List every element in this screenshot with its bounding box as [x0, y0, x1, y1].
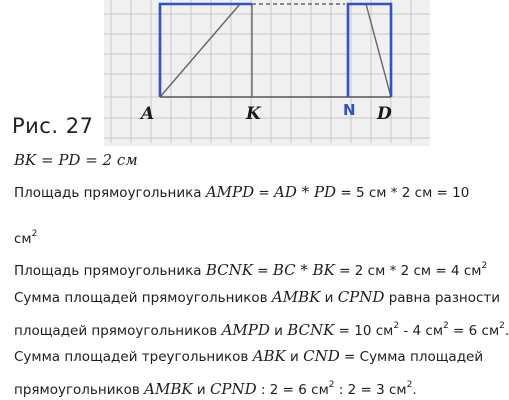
text-fragment: и	[285, 349, 304, 365]
math-ambk: AMBK	[271, 288, 321, 306]
figure-caption: Рис. 27	[12, 114, 94, 138]
text-fragment: и	[269, 323, 288, 339]
text-fragment: и	[192, 382, 210, 398]
superscript: 2	[443, 321, 449, 331]
figure-background	[104, 0, 430, 146]
math-bc-bk: BC * BK	[272, 261, 335, 279]
text-fragment: Сумма площадей треугольников	[14, 349, 253, 365]
text-fragment: : 2 = 3 см	[334, 382, 407, 398]
superscript: 2	[328, 380, 335, 390]
text-fragment: : 2 = 6 см	[256, 382, 329, 398]
text-fragment: и	[320, 290, 338, 306]
figure-27	[0, 0, 508, 146]
math-ad-pd: AD * PD	[274, 183, 337, 201]
text-fragment: = 10 см	[334, 323, 394, 339]
text-fragment: Площадь прямоугольника	[14, 185, 206, 201]
point-label-n: N	[343, 101, 356, 119]
superscript: 2	[499, 321, 505, 331]
text-fragment: Сумма площадей прямоугольников	[14, 290, 272, 306]
point-label-k: K	[246, 104, 261, 124]
superscript: 2	[481, 261, 488, 271]
math-cpnd: CPND	[209, 380, 257, 398]
text-fragment: = 6 см	[448, 323, 500, 339]
math-ampd: AMPD	[205, 183, 255, 201]
text-fragment: равна разности	[384, 290, 501, 306]
text-line-5	[14, 287, 500, 308]
superscript: 2	[31, 229, 38, 239]
text-line-7	[14, 346, 483, 367]
text-line-1	[14, 150, 138, 171]
text-fragment: - 4 см	[399, 323, 444, 339]
text-fragment: = Сумма площадей	[339, 349, 484, 365]
text-fragment: площадей прямоугольников	[14, 323, 222, 339]
text-fragment: =	[252, 263, 273, 279]
point-label-d: D	[377, 104, 392, 124]
text-line-3	[14, 224, 37, 249]
math-bcnk: BCNK	[287, 321, 335, 339]
text-fragment: .	[412, 382, 417, 398]
superscript: 2	[406, 380, 413, 390]
point-label-a: A	[141, 104, 155, 124]
math-cpnd: CPND	[337, 288, 385, 306]
equation-bk-pd: BK = PD = 2 см	[14, 151, 138, 169]
math-cnd: CND	[303, 347, 340, 365]
text-fragment: прямоугольников	[14, 382, 145, 398]
text-fragment: =	[254, 185, 275, 201]
math-ampd: AMPD	[221, 321, 270, 339]
math-bcnk: BCNK	[205, 261, 253, 279]
text-fragment: .	[504, 323, 509, 339]
text-line-6	[14, 316, 509, 341]
text-fragment: = 2 см * 2 см = 4 см	[334, 263, 482, 279]
text-line-4	[14, 256, 487, 281]
superscript: 2	[393, 321, 400, 331]
text-line-2	[14, 182, 469, 203]
text-line-8	[14, 375, 417, 400]
text-fragment: = 5 см * 2 см = 10	[336, 185, 470, 201]
math-abk: ABK	[252, 347, 286, 365]
text-fragment: Площадь прямоугольника	[14, 263, 206, 279]
text-fragment: см	[14, 231, 32, 247]
math-ambk: AMBK	[144, 380, 193, 398]
